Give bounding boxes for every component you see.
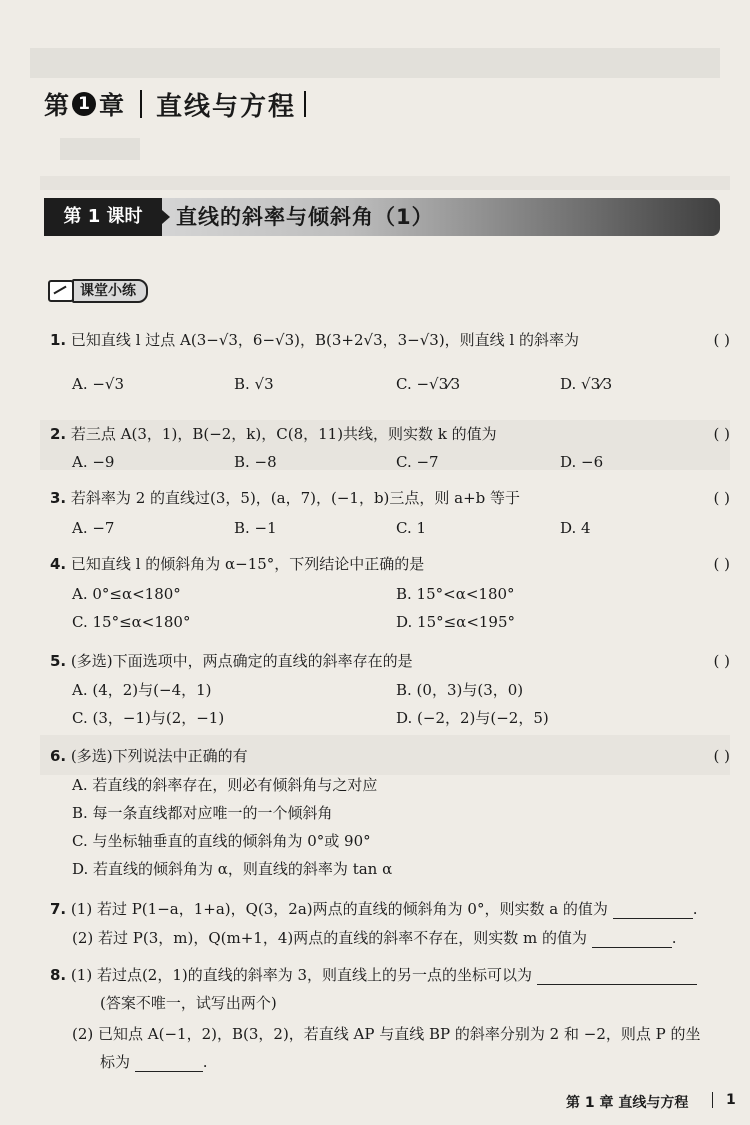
pencil-note-icon: [48, 280, 74, 302]
chapter-zhang: 章: [99, 91, 125, 120]
option-c: C. −√3⁄3: [396, 375, 461, 393]
section-label-text: 课堂小练: [72, 279, 148, 303]
question-8-part-1: [50, 965, 697, 985]
option-c: C. (3，−1)与(2，−1): [72, 709, 225, 727]
option-b: B. −8: [234, 453, 277, 471]
question-text: 若斜率为 2 的直线过(3，5)，(a，7)，(−1，b)三点，则 a+b 等于: [70, 489, 521, 507]
answer-blank[interactable]: [135, 1057, 203, 1072]
question-number: 1.: [50, 331, 67, 349]
question-7-part-2: (2) 若过 P(3，m)，Q(m+1，4)两点的直线的斜率不存在，则实数 m 的值为 .: [72, 929, 677, 947]
chapter-number-badge: 1: [72, 92, 96, 116]
question-4: [50, 554, 424, 574]
question-3: [50, 488, 520, 508]
question-8-part-2-cont: 标为 .: [100, 1053, 208, 1071]
option-d: D. 若直线的倾斜角为 α，则直线的斜率为 tan α: [72, 860, 393, 878]
question-number: 4.: [50, 555, 67, 573]
answer-paren: ( ): [713, 425, 730, 443]
option-a: A. −7: [72, 519, 115, 537]
chapter-divider: [140, 90, 142, 118]
option-a: A. 若直线的斜率存在，则必有倾斜角与之对应: [72, 776, 378, 794]
question-2: [50, 424, 497, 444]
option-b: B. (0，3)与(3，0): [396, 681, 524, 699]
option-c: C. 15°≤α<180°: [72, 613, 191, 631]
answer-paren: ( ): [713, 747, 730, 765]
chapter-header: [44, 84, 306, 124]
chapter-divider-end: [304, 91, 306, 117]
question-5: [50, 651, 413, 671]
question-number: 5.: [50, 652, 67, 670]
option-a: A. −9: [72, 453, 115, 471]
question-number: 6.: [50, 747, 67, 765]
option-b: B. 15°<α<180°: [396, 585, 515, 603]
page-number: 1: [726, 1092, 736, 1108]
question-number: 8.: [50, 966, 67, 984]
option-d: D. (−2，2)与(−2，5): [396, 709, 549, 727]
question-text: (2) 若过 P(3，m)，Q(m+1，4)两点的直线的斜率不存在，则实数 m 的值为: [72, 929, 587, 947]
section-label: [48, 280, 148, 302]
option-d: D. 4: [560, 519, 591, 537]
question-8-note: (答案不唯一，试写出两个): [100, 994, 277, 1012]
lesson-tag: 第 1 课时: [44, 198, 162, 236]
question-text: 已知直线 l 的倾斜角为 α−15°，下列结论中正确的是: [70, 555, 425, 573]
chapter-di: 第: [44, 91, 70, 120]
lesson-title: 直线的斜率与倾斜角（1）: [176, 205, 434, 229]
question-number: 7.: [50, 900, 67, 918]
bleed-through-band: [30, 48, 720, 78]
option-d: D. √3⁄3: [560, 375, 613, 393]
bleed-through-band: [60, 138, 140, 160]
question-text: (1) 若过 P(1−a，1+a)，Q(3，2a)两点的直线的倾斜角为 0°，则实数 a 的值为: [70, 900, 608, 918]
footer-chapter: 第 1 章 直线与方程: [566, 1095, 689, 1111]
option-d: D. −6: [560, 453, 604, 471]
question-text: (多选)下面选项中，两点确定的直线的斜率存在的是: [70, 652, 413, 670]
footer-divider: [712, 1092, 713, 1108]
option-a: A. 0°≤α<180°: [72, 585, 181, 603]
question-7-part-1: 7. (1) 若过 P(1−a，1+a)，Q(3，2a)两点的直线的倾斜角为 0°，则实数 a 的值为 .: [50, 900, 698, 918]
option-c: C. 1: [396, 519, 427, 537]
question-number: 3.: [50, 489, 67, 507]
answer-paren: ( ): [713, 489, 730, 507]
option-c: C. 与坐标轴垂直的直线的倾斜角为 0°或 90°: [72, 832, 371, 850]
question-1: [50, 330, 579, 350]
answer-blank[interactable]: [537, 970, 697, 985]
option-a: A. (4，2)与(−4，1): [72, 681, 212, 699]
bleed-through-band: [40, 176, 730, 190]
question-6: [50, 746, 248, 766]
question-8-part-2: [72, 1024, 701, 1044]
option-a: A. −√3: [72, 375, 125, 393]
question-number: 2.: [50, 425, 67, 443]
option-c: C. −7: [396, 453, 439, 471]
lesson-banner: [44, 198, 720, 236]
question-text: 已知直线 l 过点 A(3−√3，6−√3)，B(3+2√3，3−√3)，则直线 l 的斜率为: [70, 331, 580, 349]
question-text: 若三点 A(3，1)，B(−2，k)，C(8，11)共线，则实数 k 的值为: [70, 425, 497, 443]
answer-blank[interactable]: [592, 933, 672, 948]
answer-paren: ( ): [713, 555, 730, 573]
question-text: (多选)下列说法中正确的有: [70, 747, 248, 765]
answer-paren: ( ): [713, 652, 730, 670]
question-text: (1) 若过点(2，1)的直线的斜率为 3，则直线上的另一点的坐标可以为: [70, 966, 533, 984]
question-text: (2) 已知点 A(−1，2)，B(3，2)，若直线 AP 与直线 BP 的斜率分别为 2 和 −2，则点 P 的坐: [72, 1025, 701, 1043]
option-b: B. √3: [234, 375, 274, 393]
option-b: B. 每一条直线都对应唯一的一个倾斜角: [72, 804, 333, 822]
option-b: B. −1: [234, 519, 277, 537]
chapter-title: 直线与方程: [156, 91, 297, 122]
question-text: 标为: [100, 1053, 131, 1071]
answer-blank[interactable]: [613, 904, 693, 919]
answer-paren: ( ): [713, 331, 730, 349]
option-d: D. 15°≤α<195°: [396, 613, 516, 631]
